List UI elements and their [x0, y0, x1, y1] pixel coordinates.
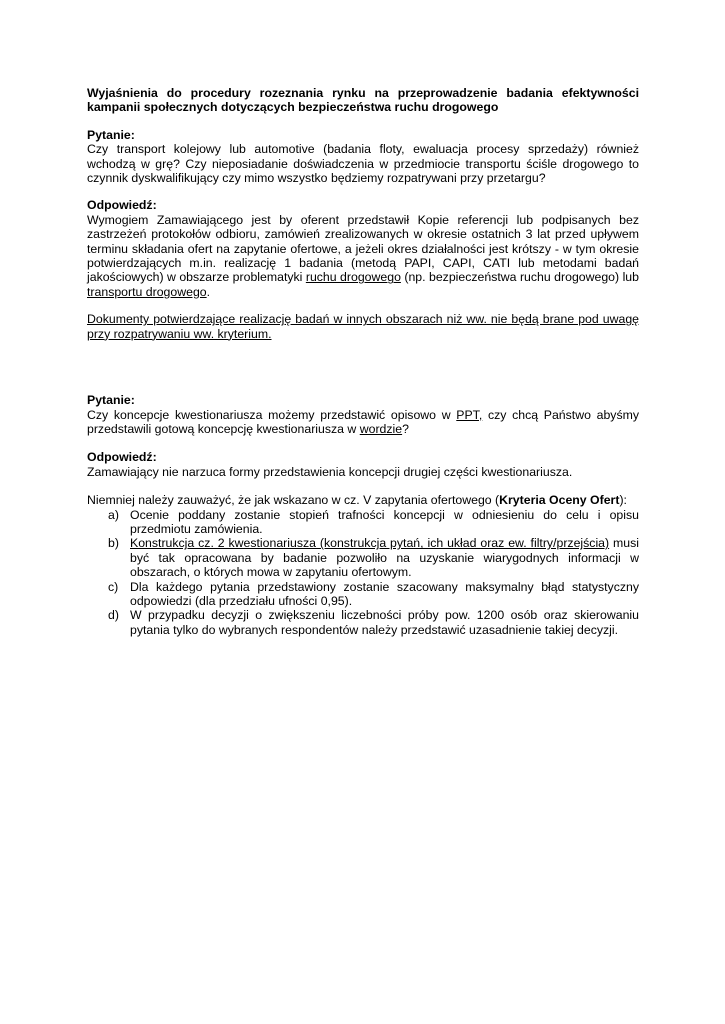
criteria-intro-a: Niemniej należy zauważyć, że jak wskazano w cz. V zapytania ofertowego (: [87, 493, 500, 508]
answer-2-heading: Odpowiedź:: [87, 450, 157, 465]
criteria-item: [87, 508, 639, 537]
question-1-heading: Pytanie:: [87, 127, 135, 142]
criteria-item-text: Dla każdego pytania przedstawiony zostanie szacowany maksymalny błąd statystyczny odpowiedzi (dla przedziału ufności 0,95).: [130, 579, 639, 608]
question-2-link-wordzie: wordzie: [359, 421, 403, 436]
answer-1-text-a: Wymogiem Zamawiającego jest by oferent przedstawił Kopie referencji lub podpisanych bez zastrzeżeń protokołów odbioru, zamówień zrealizowanych w okresie ostatnich 3 lat przed upływem terminu składania ofert na zapytanie ofertowe, a jeżeli okres działalności jest krótszy - w tym okresie potwierdzających m.in. realizację 1 badania (metodą PAPI, CAPI, CATI lub metodami badań jakościowych) w obszarze problematyki: [87, 212, 639, 285]
criteria-item: [87, 608, 639, 637]
criteria-item-underlined: Konstrukcja cz. 2 kwestionariusza (konstrukcja pytań, ich układ oraz ew. filtry/przejścia): [130, 536, 610, 551]
answer-1-heading: Odpowiedź:: [87, 198, 157, 213]
answer-1-note: Dokumenty potwierdzające realizację badań w innych obszarach niż ww. nie będą brane pod uwagę przy rozpatrywaniu ww. kryterium.: [87, 312, 639, 341]
question-1-text: Czy transport kolejowy lub automotive (badania floty, ewaluacja procesy sprzedaży) również wchodzą w grę? Czy nieposiadanie doświadczenia w przedmiocie transportu ściśle drogowego to czynnik dyskwalifikujący czy mimo wszystko będziemy rozpatrywani przy przetargu?: [87, 142, 639, 186]
criteria-list: [87, 508, 639, 638]
criteria-item-marker: a): [108, 507, 119, 522]
answer-1-link-ruchu-drogowego: ruchu drogowego: [305, 270, 401, 285]
answer-1-link-transportu-drogowego: transportu drogowego: [87, 284, 207, 299]
answer-1-text: [87, 213, 639, 299]
criteria-item: [87, 536, 639, 579]
question-2-text-c: ?: [402, 421, 409, 436]
document-title: Wyjaśnienia do procedury rozeznania rynku na przeprowadzenie badania efektywności kampanii społecznych dotyczących bezpieczeństwa ruchu drogowego: [87, 86, 639, 115]
answer-1-text-c: .: [206, 284, 211, 299]
criteria-item-marker: b): [108, 536, 119, 551]
question-2-text-a: Czy koncepcje kwestionariusza możemy przedstawić opisowo w: [87, 407, 457, 422]
criteria-item-text: W przypadku decyzji o zwiększeniu liczebności próby pow. 1200 osób oraz skierowaniu pytania tylko do wybranych respondentów należy przedstawić uzasadnienie takiej decyzji.: [130, 608, 639, 637]
answer-2-text: Zamawiający nie narzuca formy przedstawienia koncepcji drugiej części kwestionariusza.: [87, 464, 573, 479]
criteria-item-text: musi być tak opracowana by badanie pozwoliło na uzyskanie wiarygodnych informacji w obszarach, o których mowa w zapytaniu ofertowym.: [130, 536, 639, 580]
criteria-item-marker: d): [108, 608, 119, 623]
criteria-item-marker: c): [108, 579, 119, 594]
criteria-item: [87, 580, 639, 609]
question-2-heading: Pytanie:: [87, 393, 135, 408]
question-2-link-ppt: PPT,: [456, 407, 483, 422]
criteria-item-text: Ocenie poddany zostanie stopień trafności koncepcji w odniesieniu do celu i opisu przedmiotu zamówienia.: [130, 507, 639, 536]
document-page: [87, 86, 639, 637]
criteria-intro-bold: Kryteria Oceny Ofert: [499, 493, 620, 508]
criteria-intro-b: ):: [619, 493, 627, 508]
criteria-intro: [87, 493, 639, 507]
answer-1-text-b: (np. bezpieczeństwa ruchu drogowego) lub: [400, 270, 639, 285]
question-2-text-b: czy chcą Państwo abyśmy przedstawili gotową koncepcję kwestionariusza w: [87, 407, 639, 436]
question-2-text: [87, 408, 639, 437]
